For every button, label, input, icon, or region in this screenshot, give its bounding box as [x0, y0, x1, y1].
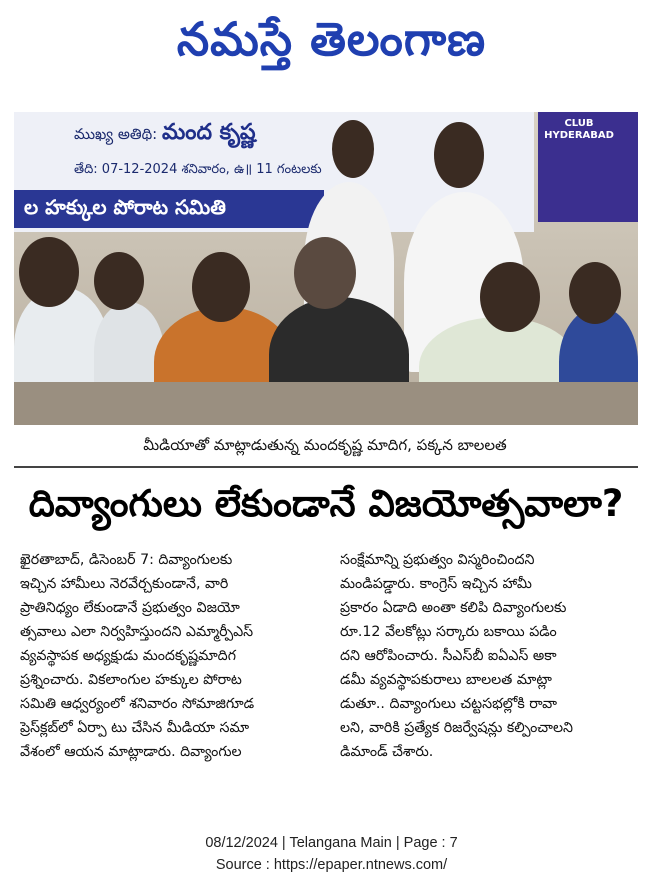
person-head — [332, 120, 374, 178]
news-photo — [14, 112, 638, 425]
club-text: CLUB HYDERABAD — [544, 118, 614, 141]
article-line: ప్రాతినిధ్యం లేకుండానే ప్రభుత్వం విజయో — [20, 600, 240, 616]
article-line: త్సవాలు ఎలా నిర్వహిస్తుందని ఎమ్మార్పీఎస్ — [20, 624, 254, 640]
article-line: వ్యవస్థాపక అధ్యక్షుడు మందకృష్ణమాదిగ — [20, 648, 236, 664]
article-line: డుతూ.. దివ్యాంగులు చట్టసభల్లోకి రావా — [340, 696, 558, 712]
article-line: దని ఆరోపించారు. సీఎస్‌బీ ఐఏఎస్ అకా — [340, 648, 557, 664]
banner-guest — [74, 120, 256, 150]
footer-source: Source : https://epaper.ntnews.com/ — [215, 857, 448, 873]
masthead-title: నమస్తే తెలంగాణ — [176, 12, 487, 66]
person-head — [94, 252, 144, 310]
article-line: ప్రెస్‌క్లబ్‌లో ఏర్పా టు చేసిన మీడియా సమా — [20, 720, 250, 736]
headline: దివ్యాంగులు లేకుండానే విజయోత్సవాలా? — [28, 482, 624, 525]
banner-strip: ల హక్కుల పోరాట సమితి — [14, 190, 324, 228]
article-line: ప్రశ్నించారు. వికలాంగుల హక్కుల పోరాట — [20, 672, 242, 688]
divider — [14, 466, 638, 468]
article-line: మండిపడ్డారు. కాంగ్రెస్ ఇచ్చిన హామీ — [340, 576, 532, 592]
article-column-left — [20, 548, 320, 764]
banner-guest-name: మంద కృష్ణ — [162, 120, 256, 145]
article-line: సంక్షేమాన్ని ప్రభుత్వం విస్మరించిందని — [340, 552, 535, 568]
person-head — [434, 122, 484, 188]
person-head — [192, 252, 250, 322]
article-line: సమితి ఆధ్వర్యంలో శనివారం సోమాజిగూడ — [20, 696, 255, 712]
masthead — [0, 0, 663, 90]
person-head — [19, 237, 79, 307]
article-column-right — [340, 548, 640, 764]
article-line: రూ.12 వేలకోట్లు సర్కారు బకాయి పడిం — [340, 624, 557, 640]
right-banner — [538, 112, 638, 222]
banner-guest-label: ముఖ్య అతిథి: — [74, 125, 158, 143]
person-head — [569, 262, 621, 324]
table-cloth — [14, 382, 638, 425]
article-line: లని, వారికి ప్రత్యేక రిజర్వేషన్లు కల్పించాలని — [340, 720, 573, 736]
person-head — [480, 262, 540, 332]
article-line: ఇచ్చిన హామీలు నెరవేర్చకుండానే, వారి — [20, 576, 229, 592]
banner-date: తేది: 07-12-2024 శనివారం, ఉ॥ 11 గంటలకు — [74, 162, 322, 177]
article-line: ప్రకారం ఏడాది అంతా కలిపి దివ్యాంగులకు — [340, 600, 567, 616]
footer-edition: 08/12/2024 | Telangana Main | Page : 7 — [205, 835, 458, 851]
photo-caption: మీడియాతో మాట్లాడుతున్న మందకృష్ణ మాదిగ, పక్కన బాలలత — [143, 436, 507, 454]
article-line: వేశంలో ఆయన మాట్లాడారు. దివ్యాంగుల — [20, 744, 242, 760]
article-line: ఖైరతాబాద్, డిసెంబర్ 7: దివ్యాంగులకు — [20, 552, 233, 568]
footer — [0, 832, 663, 876]
article-line: డమీ వ్యవస్థాపకురాలు బాలలత మాట్లా — [340, 672, 552, 688]
person-head — [294, 237, 356, 309]
article-line: డిమాండ్ చేశారు. — [340, 744, 434, 760]
